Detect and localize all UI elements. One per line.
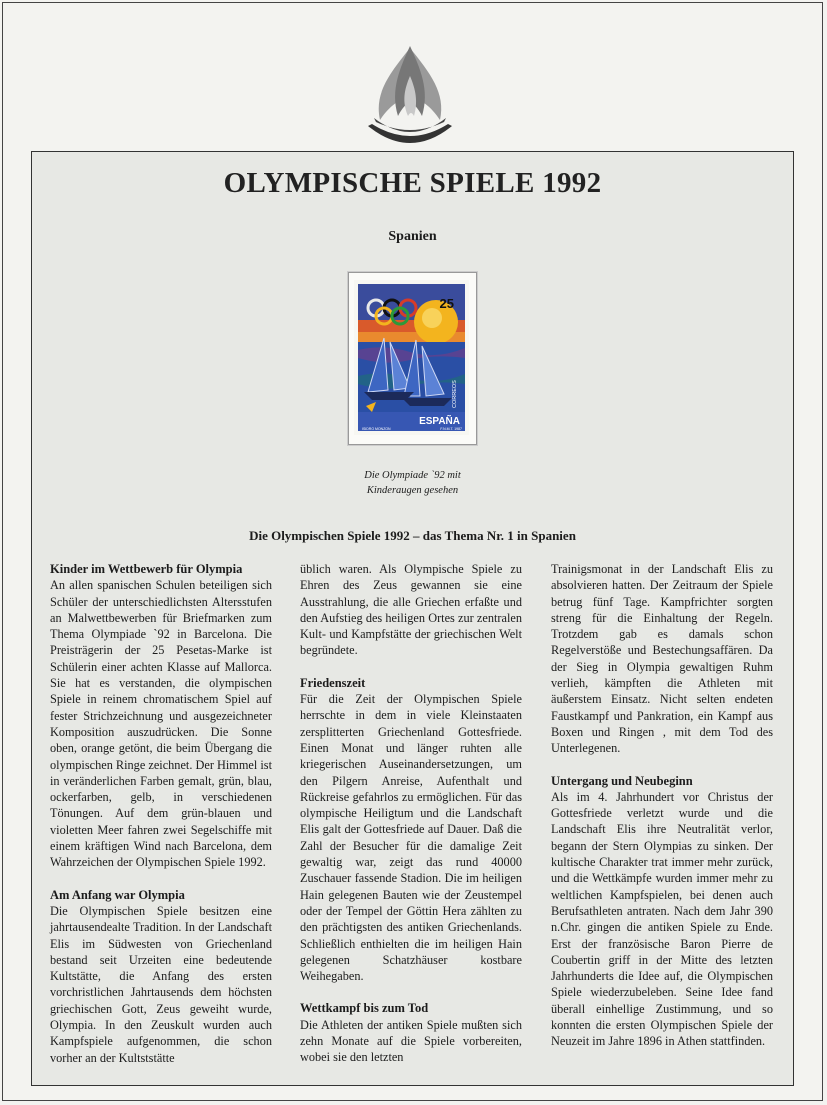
- section-heading: Untergang und Neubeginn: [551, 773, 693, 788]
- paragraph: Die Athleten der antiken Spiele mußten sich zehn Monate auf die Spiele vorbereiten, wobei sie den letzten: [300, 1017, 522, 1065]
- section-heading: Am Anfang war Olympia: [50, 887, 185, 902]
- article-headline: Die Olympischen Spiele 1992 – das Thema Nr. 1 in Spanien: [249, 528, 576, 543]
- caption-line-2: Kinderaugen gesehen: [366, 485, 459, 496]
- album-page-frame: [31, 151, 794, 1086]
- section-heading: Friedenszeit: [300, 675, 366, 690]
- stamp-correos-text: CORREOS: [452, 380, 458, 408]
- stamp-caption: [32, 468, 793, 498]
- text-column-3: [551, 561, 773, 1050]
- stamp-country-text: ESPAÑA: [419, 416, 460, 427]
- page-title: OLYMPISCHE SPIELE 1992: [223, 167, 602, 199]
- section-heading: Wettkampf bis zum Tod: [300, 1001, 429, 1016]
- stamp-value: 25: [439, 296, 454, 311]
- stamp-artist-text: ISIDRO MONZON: [362, 427, 391, 431]
- text-column-2: [300, 561, 522, 1066]
- country-subtitle: Spanien: [388, 229, 437, 244]
- stamp-printer-text: F.N.M.T. 1987: [440, 427, 462, 431]
- paragraph: Für die Zeit der Olympischen Spiele herrschte in dem in viele Kleinstaaten zersplitterten Griechenland Gottesfriede. Einen Monat und länger ruhten alle kriegerischen Auseinandersetzungen, um den Pilgern Anreise, Aufenthalt und Rückreise gefahrlos zu ermöglichen. Für das olympische Heiligtum und die Landschaft Elis galt der Gottesfriede auf Dauer. Daß die Zahl der Besucher für die damalige Zeit gewaltig war, zeigt das rund 40000 Zuschauer fassende Stadion. Die im heiligen Hain gelegenen Bauten wie der Zeustempel oder der Tempel der Göttin Hera zählten zu den prächtigsten des antiken Griechenlands. Schließlich enthielten die im heiligen Hain gelegenen Schatzhäuser kostbare Weihegaben.: [300, 692, 522, 984]
- section-heading: Kinder im Wettbewerb für Olympia: [50, 562, 243, 576]
- paragraph: Trainigsmonat in der Landschaft Elis zu absolvieren hatten. Der Zeitraum der Spiele betrug fünf Tage. Kampfrichter sorgten streng für die Einhaltung der Regeln. Trotzdem gab es damals schon Regelverstöße und Bestechungsaffären. Da der Sieg in Olympia gewaltigen Ruhm verlieh, kämpften die Athleten mit äußerstem Einsatz. Nicht selten endeten Faustkampf und Pankration, ein Kampf aus Boxen und Ringen , mit dem Tod des Unterlegenen.: [551, 562, 773, 756]
- stamp-mount: [348, 272, 477, 445]
- paragraph: Als im 4. Jahrhundert vor Christus der Gottesfriede verletzt wurde und die Landschaft Elis ihre Neutralität verlor, begann der Stern Olympias zu sinken. Der kultische Charakter trat immer mehr zurück, und die Wettkämpfe wurden immer mehr zu weltlichen Kampfspielen, bei denen auch Berufsathleten antraten. Nach dem Jahr 390 n.Chr. gingen die antiken Spiele zu Ende. Erst der französische Baron Pierre de Coubertin griff in der Mitte des letzten Jahrhunderts die Idee auf, die Olympischen Spiele wiederzubeleben. Seine Idee fand überall einhellige Zustimmung, und so konnten die ersten Olympischen Spiele der Neuzeit im Jahre 1896 in Athen stattfinden.: [551, 789, 773, 1049]
- paragraph: üblich waren. Als Olympische Spiele zu Ehren des Zeus gewannen sie eine Ausstrahlung, die alle Griechen erfaßte und den Aufstieg des heiligen Ortes zur zentralen Kult- und Kampfstätte der griechischen Welt begründete.: [300, 562, 522, 658]
- stamp-image: [354, 280, 469, 435]
- text-column-1: [50, 561, 272, 1066]
- paragraph: Die Olympischen Spiele besitzen eine jahrtausendealte Tradition. In der Landschaft Elis im Südwesten von Griechenland bestand seit Urzeiten eine bedeutende Kultstätte, die Anfang des ersten vorchristlichen Jahrtausends dem höchsten griechischen Gott, Zeus geweiht wurde, Olympia. In den Zeuskult wurden auch Kampfspiele aufgenommen, die schon vorher an der Kultststätte: [50, 903, 272, 1065]
- paragraph: An allen spanischen Schulen beteiligen sich Schüler der unterschiedlichsten Altersstufen an Malwettbewerben für Briefmarken zum Thema Olympiade `92 in Barcelona. Die Preisträgerin der 25 Pesetas-Marke ist Schülerin einer achten Klasse auf Mallorca. Sie hat es verstanden, die olympischen Spiele in reinem chromatischem Spiel auf fester Strichzeichnung und ausgezeichneter Komposition auszudrücken. Die Sonne oben, orange getönt, die beim Übergang die olympischen Ringe zeichnet. Der Himmel ist in veränderlichen Farben gemalt, grün, blau, ockerfarben, gelb, in verschiedenen Tönungen. Auf dem grün-blauen und violetten Meer fahren zwei Segelschiffe mit einem kräftigen Wind nach Barcelona, dem Wahrzeichen der Olympischen Spiele 1992.: [50, 578, 272, 870]
- flame-logo-icon: [360, 38, 460, 148]
- caption-line-1: Die Olympiade `92 mit: [364, 470, 461, 481]
